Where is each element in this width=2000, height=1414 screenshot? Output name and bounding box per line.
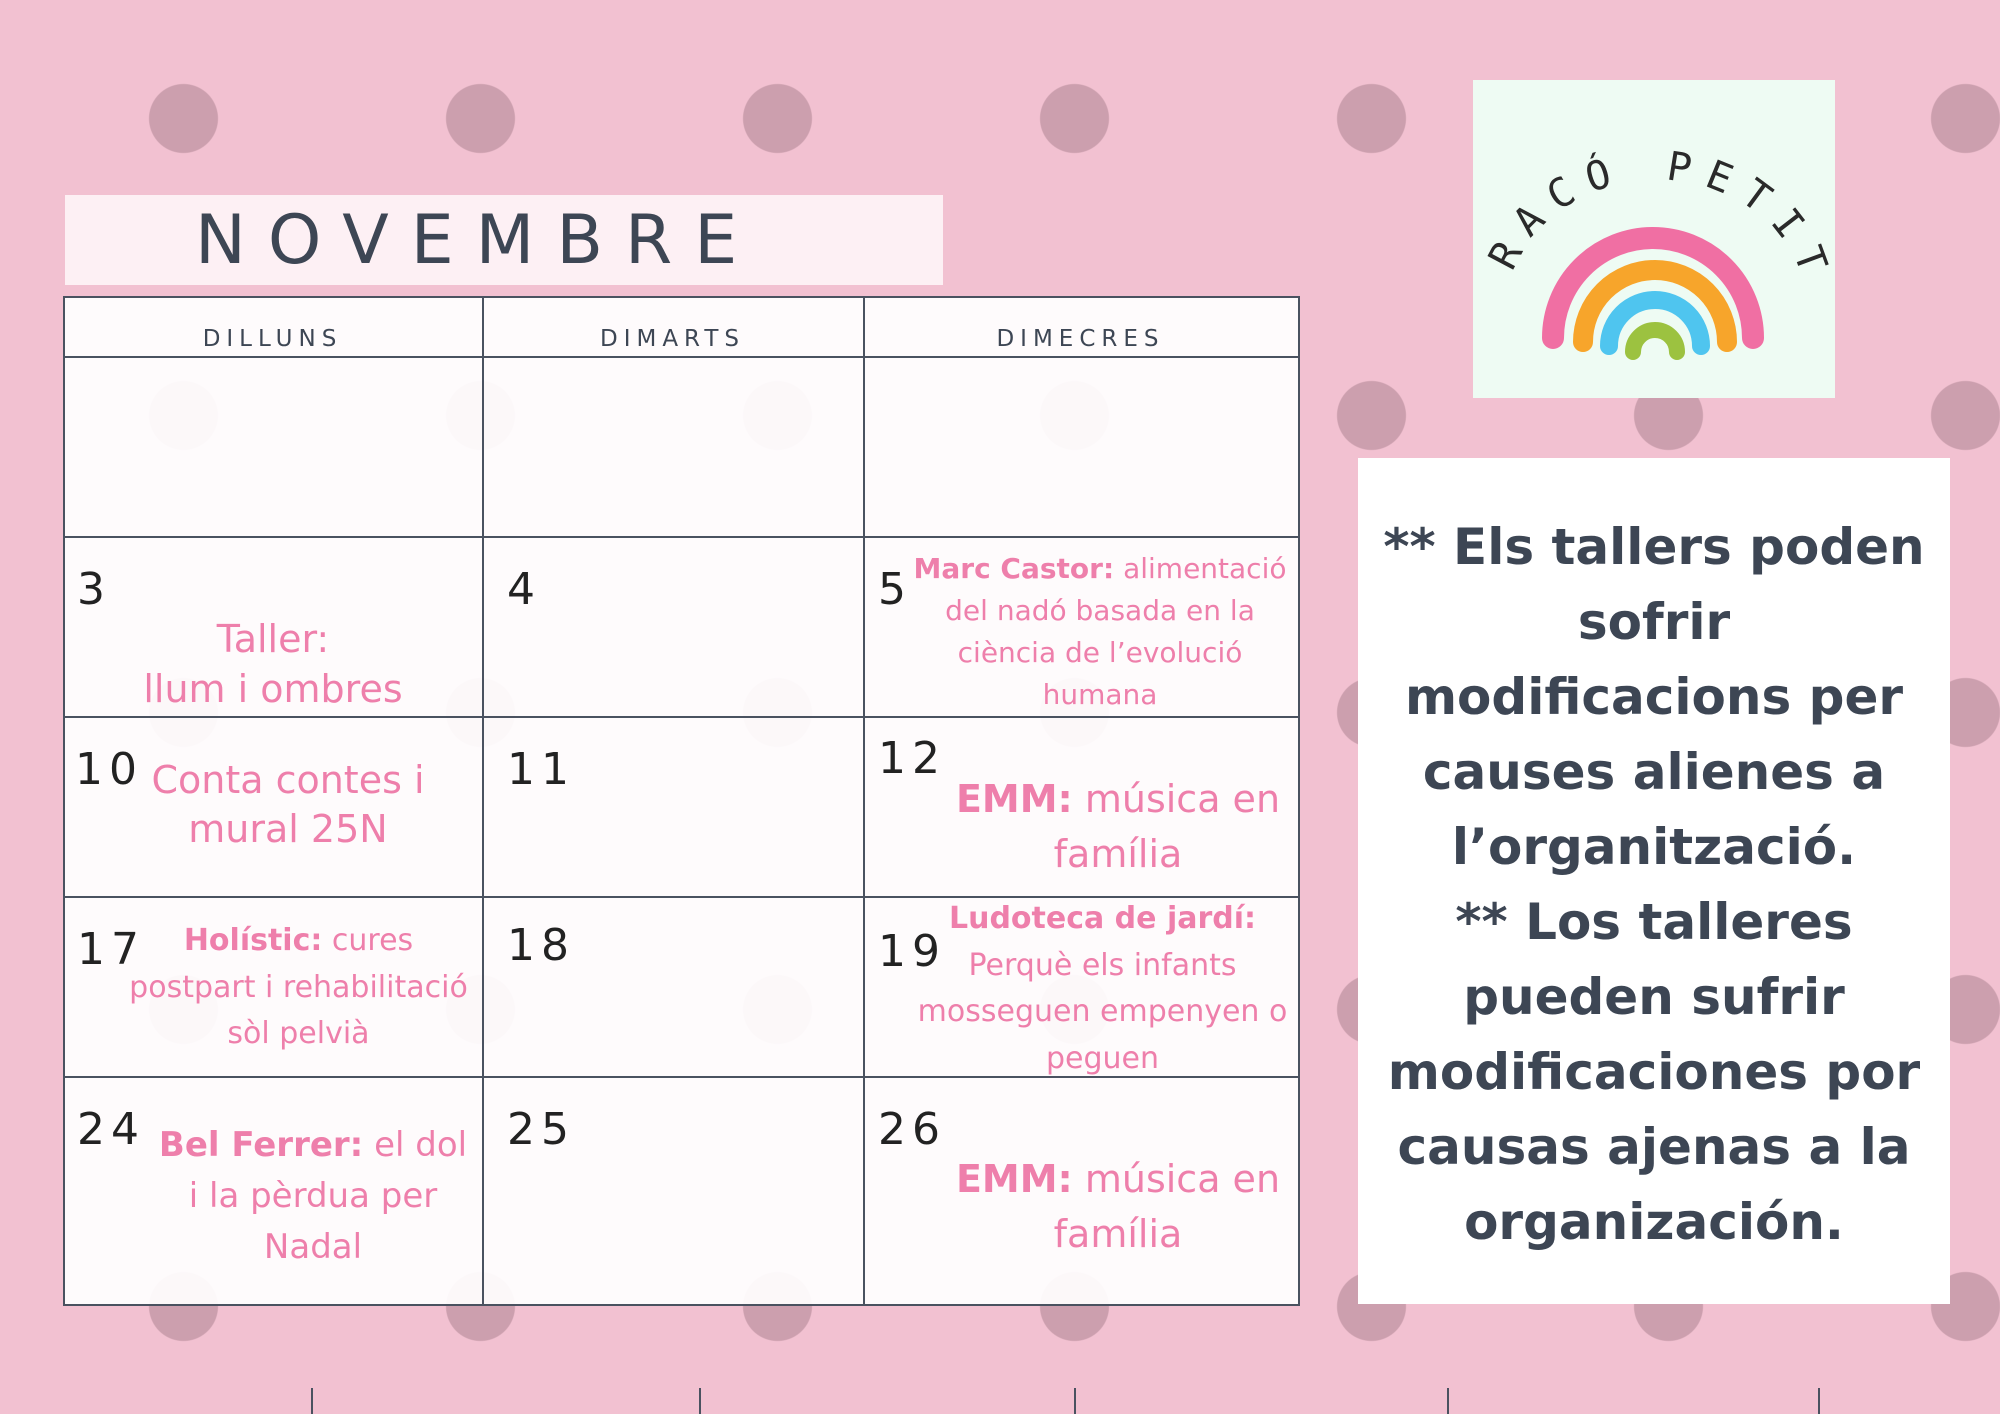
month-title: NOVEMBRE — [195, 200, 760, 280]
day-header-wednesday: DIMECRES — [996, 326, 1165, 352]
event-mon-17: Holístic: cures postpart i rehabilitació sòl pelvià — [129, 923, 468, 1051]
notice-box — [1358, 458, 1950, 1304]
event-mon-24: Bel Ferrer: el dol i la pèrdua per Nadal — [158, 1125, 468, 1267]
grid-line — [63, 716, 1300, 718]
grid-line — [482, 296, 484, 1306]
grid-line — [63, 296, 1300, 298]
notice-catalan: ** Els tallers poden sofrir modificacions per causes alienes a l’organització. — [1383, 518, 1925, 876]
tick-mark — [1074, 1388, 1076, 1414]
grid-line — [63, 1304, 1300, 1306]
day-header-tuesday: DIMARTS — [599, 326, 746, 352]
event-wed-5: Marc Castor: alimentació del nadó basada en la ciència de l’evolució humana — [913, 552, 1287, 711]
grid-line — [863, 296, 865, 1306]
day-number: 11 — [507, 744, 575, 795]
tick-mark — [1818, 1388, 1820, 1414]
day-number: 24 — [77, 1104, 145, 1155]
tick-mark — [1447, 1388, 1449, 1414]
grid-line — [1298, 296, 1300, 1306]
grid-line — [63, 356, 1300, 358]
event-mon-3: Taller: llum i ombres — [143, 617, 403, 711]
calendar-grid — [63, 296, 1300, 1306]
bottom-ticks — [0, 1388, 2000, 1414]
day-number: 4 — [507, 564, 541, 615]
event-wed-26: EMM: música en família — [955, 1157, 1281, 1257]
event-wed-19: Ludoteca de jardí: Perquè els infants mosseguen empenyen o peguen — [917, 901, 1288, 1076]
event-wed-12: EMM: música en família — [955, 777, 1281, 877]
event-mon-10: Conta contes i mural 25N — [151, 758, 425, 852]
day-number: 17 — [77, 924, 145, 975]
raco-petit-logo — [1473, 80, 1835, 398]
notice-spanish: ** Los talleres pueden sufrir modificaciones por causas ajenas a la organización. — [1387, 893, 1921, 1251]
month-title-box — [65, 195, 943, 285]
grid-line — [63, 296, 65, 1306]
day-number: 26 — [878, 1104, 946, 1155]
day-number: 19 — [878, 926, 946, 977]
tick-mark — [311, 1388, 313, 1414]
tick-mark — [699, 1388, 701, 1414]
grid-line — [63, 536, 1300, 538]
logo-text: RACÓ PETIT — [1480, 143, 1835, 292]
day-number: 18 — [507, 920, 575, 971]
day-header-monday: DILLUNS — [202, 326, 343, 352]
rainbow-icon — [1473, 80, 1835, 398]
day-number: 5 — [878, 564, 912, 615]
day-number: 3 — [77, 564, 111, 615]
day-number: 25 — [507, 1104, 575, 1155]
day-number: 12 — [878, 733, 946, 784]
day-number: 10 — [75, 744, 143, 795]
